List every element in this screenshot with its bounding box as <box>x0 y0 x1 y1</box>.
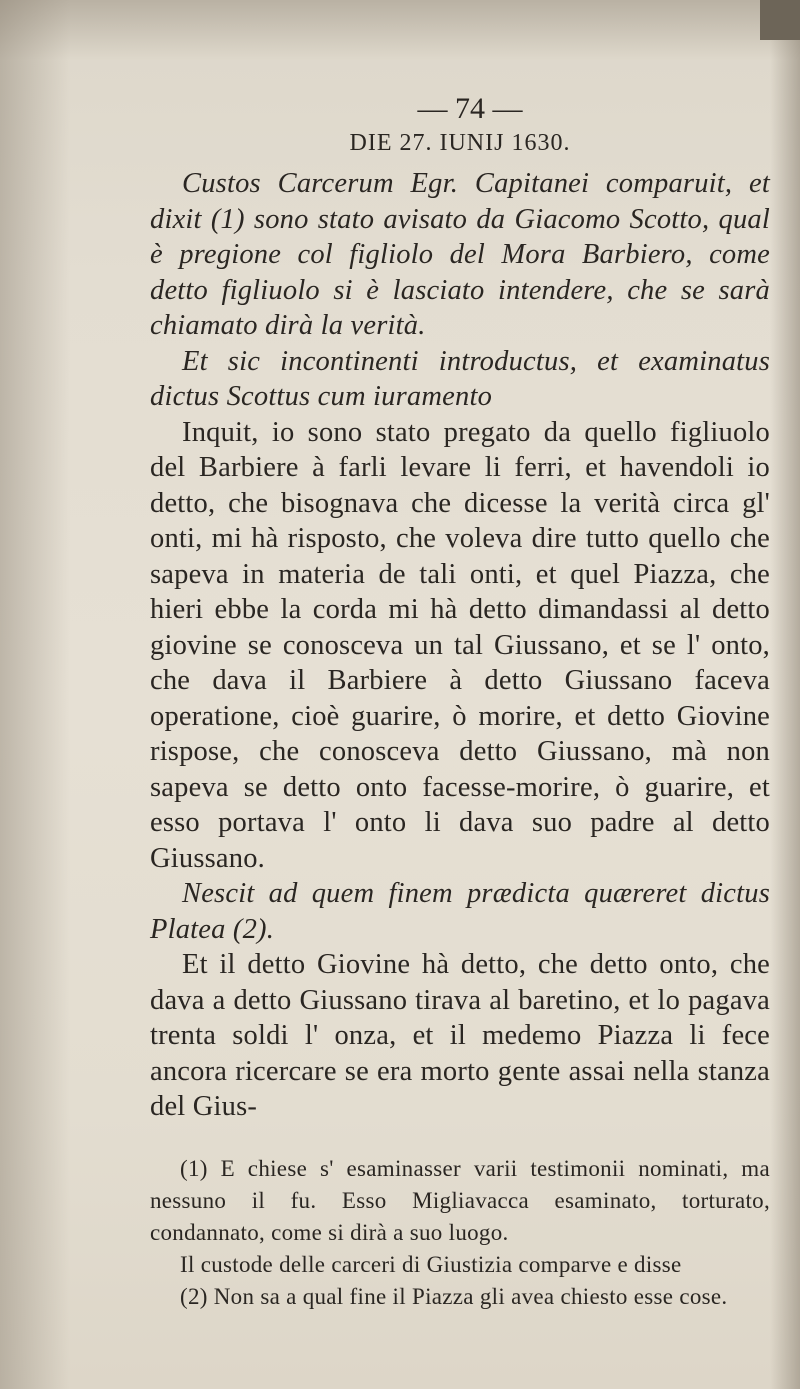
paragraph-giovine: Et il detto Giovine hà detto, che detto onto, che dava a detto Giussano tirava al baretino, et lo pagava trenta soldi l' onza, et il medemo Piazza li fece ancora ricercare se era morto gente assai nella stanza del Gius- <box>150 949 770 1122</box>
paragraph-introductus: Et sic incontinenti introductus, et examinatus dictus Scottus cum iuramento <box>150 345 770 412</box>
page-text <box>150 92 770 1313</box>
paragraph-inquit: Inquit, io sono stato pregato da quello figliuolo del Barbiere à farli levare li ferri, et havendoli io detto, che bisognava che dicesse la verità circa gl' onti, mi hà risposto, che voleva dire tutto quello che sapeva in materia de tali onti, et quel Piazza, che hieri ebbe la corda mi hà detto dimandassi al detto giovine se conosceva un tal Giussano, et se l' onto, che dava il Barbiere à detto Giussano faceva operatione, cioè guarire, ò morire, et detto Giovine rispose, che conosceva detto Giussano, mà non sapeva se detto onto facesse-morire, ò guarire, et esso portava l' onto li dava suo padre al detto Giussano. <box>150 416 770 874</box>
paragraph-nescit: Nescit ad quem finem prædicta quæreret dictus Platea (2). <box>150 878 770 945</box>
date-heading: DIE 27. IUNIJ 1630. <box>349 130 571 156</box>
footnote-2: (2) Non sa a qual fine il Piazza gli avea chiesto esse cose. <box>180 1283 728 1309</box>
page-number: — 74 — <box>417 92 523 125</box>
footnote-1: (1) E chiese s' esaminasser varii testimonii nominati, ma nessuno il fu. Esso Migliavacca esaminato, torturato, condannato, come si dirà a suo luogo. <box>150 1155 770 1245</box>
page-shadow-right <box>770 0 800 1389</box>
footnotes <box>150 1153 770 1313</box>
page-shadow-left <box>0 0 70 1389</box>
page-corner <box>760 0 800 40</box>
footnote-1-continued: Il custode delle carceri di Giustizia comparve e disse <box>180 1251 682 1277</box>
paragraph-custos: Custos Carcerum Egr. Capitanei comparuit, et dixit (1) sono stato avisato da Giacomo Scotto, qual è pregione col figliolo del Mora Barbiero, come detto figliuolo si è lasciato intendere, che se sarà chiamato dirà la verità. <box>150 168 770 341</box>
page-shadow-top <box>0 0 800 60</box>
